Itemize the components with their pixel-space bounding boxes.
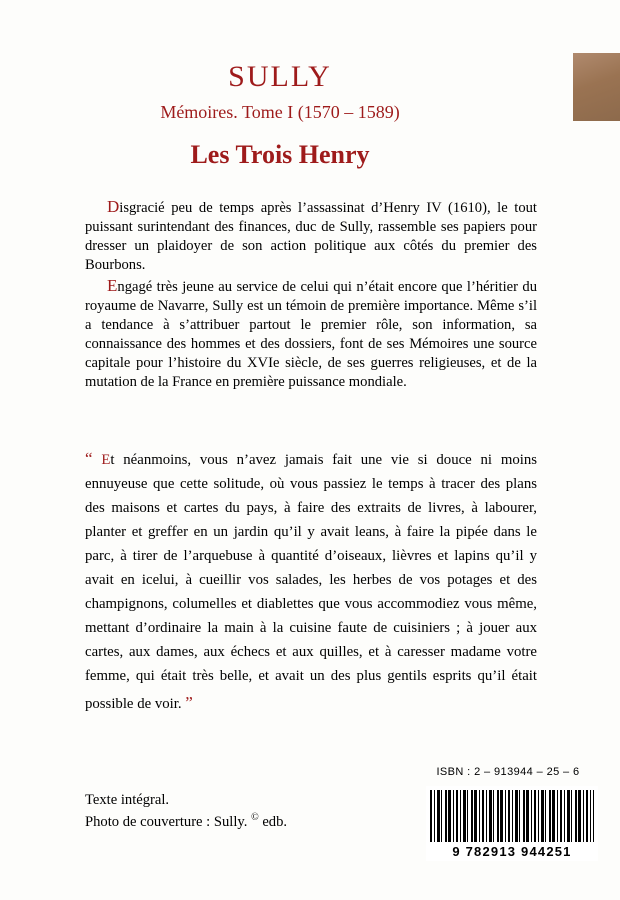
blurb-dropcap-2: E [107, 276, 118, 295]
blurb-paragraph-2-body: ngagé très jeune au service de celui qui n’était encore que l’héritier du royaume de Navarre, Sully est un témoin de première importance. Même s’il a tendance à s’attribuer partout le premier rôle, son information, sa connaissance des hommes et des dossiers, font de ses Mémoires une source capitale pour l’histoire du XVIe siècle, de ses guerres religieuses, et de la mutation de la France en première puissance mondiale. [85, 279, 537, 390]
colophon-line-2 [85, 811, 287, 833]
isbn-label: ISBN : 2 – 913944 – 25 – 6 [436, 766, 580, 778]
colophon-line-1: Texte intégral. [85, 792, 170, 808]
blurb-paragraph-1 [85, 196, 537, 275]
quote-close-mark: ” [185, 692, 193, 712]
isbn-area [418, 766, 598, 861]
book-main-title: Les Trois Henry [190, 140, 370, 169]
barcode [426, 786, 598, 861]
quote-open-mark: “ [85, 449, 93, 468]
quote-body: t néanmoins, vous n’avez jamais fait une vie si douce ni moins ennuyeuse que cette solitude, où vous passiez le temps à tracer des plans des maisons et cartes du pays, à faire des extraits de livres, à labourer, planter et greffer en un jardin qu’il y avait leans, à faire la pipée dans le parc, à tirer de l’arquebuse à quantité d’oiseaux, lièvres et lapins qu’il y avait en icelui, à cueillir vos salades, les herbes de vos potages et des champignons, columelles et diablettes que vous accommodiez vous même, mettant d’ordinaire la main à la cuisine faute de cuisiniers ; à jouer aux cartes, aux dames, aux échecs et aux quilles, et à caresser madame votre femme, qui était très belle, et avait un des plus gentils esprits qu’il était possible de voir. [85, 452, 537, 712]
corner-color-swatch [573, 53, 620, 121]
colophon-photo-credit: Photo de couverture : Sully. [85, 814, 248, 831]
blurb-paragraph-2 [85, 275, 537, 392]
quotation-paragraph [85, 445, 537, 717]
title-block [0, 60, 560, 170]
quote-first-letter: E [101, 452, 111, 468]
blurb-text [85, 196, 537, 392]
book-subtitle: Mémoires. Tome I (1570 – 1589) [160, 102, 400, 122]
book-title: SULLY [228, 60, 332, 93]
quotation-block [85, 445, 537, 717]
colophon-photo-credit-suffix: edb. [262, 814, 288, 831]
blurb-paragraph-1-body: isgracié peu de temps après l’assassinat d’Henry IV (1610), le tout puissant surintendant des finances, duc de Sully, rassemble ses papiers pour dresser un plaidoyer de son action politique aux côtés du premier des Bourbons. [85, 200, 537, 274]
barcode-digits: 9 782913 944251 [452, 844, 572, 859]
colophon [85, 790, 287, 833]
blurb-dropcap-1: D [107, 197, 120, 216]
barcode-bars-icon [430, 790, 594, 842]
copyright-icon: © [251, 812, 259, 824]
